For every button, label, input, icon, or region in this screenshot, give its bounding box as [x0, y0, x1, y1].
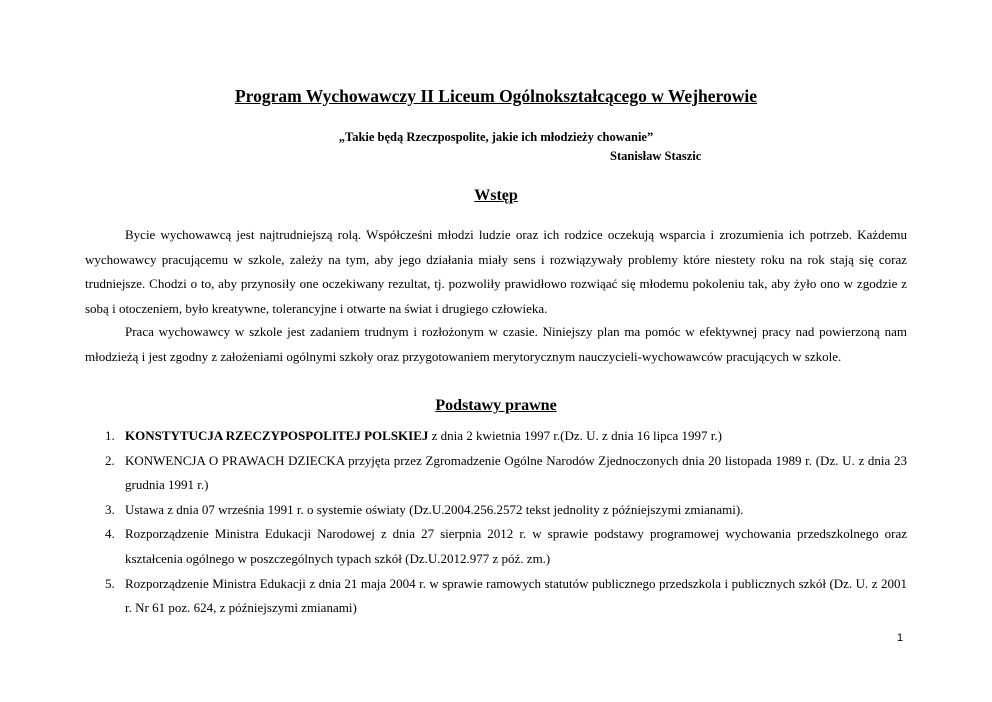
legal-item-number: 3. [105, 501, 115, 517]
intro-paragraph-2-text: Praca wychowawcy w szkole jest zadaniem trudnym i rozłożonym w czasie. Niniejszy plan ma pomóc w efektywnej pracy nad powierzoną nam młodzieżą i jest zgodny z założeniami ogólnymi szkoły oraz przygotowaniem merytorycznym nauczycieli-wychowawców pracujących w szkole. [85, 324, 907, 364]
legal-item-number: 2. [105, 452, 115, 468]
document-title: Program Wychowawczy II Liceum Ogólnokształcącego w Wejherowie [234, 86, 757, 106]
legal-item-text: KONWENCJA O PRAWACH DZIECKA przyjęta przez Zgromadzenie Ogólne Narodów Zjednoczonych dnia 20 listopada 1989 r. (Dz. U. z dnia 23 grudnia 1991 r.) [125, 452, 907, 493]
page-number: 1 [897, 632, 904, 644]
legal-item [85, 449, 907, 498]
legal-list [85, 424, 907, 621]
motto-author: Stanisław Staszic [610, 149, 702, 163]
legal-item-number: 4. [105, 526, 115, 542]
legal-item-number: 1. [105, 428, 115, 443]
legal-item [85, 424, 907, 449]
intro-heading: Wstęp [474, 187, 518, 204]
legal-item-text: Ustawa z dnia 07 września 1991 r. o systemie oświaty (Dz.U.2004.256.2572 tekst jednolity z późniejszymi zmianami). [125, 501, 744, 517]
legal-item [85, 498, 907, 523]
legal-item [85, 572, 907, 621]
legal-item-number: 5. [105, 575, 115, 591]
legal-item-bold: KONSTYTUCJA RZECZYPOSPOLITEJ POLSKIEJ [125, 428, 429, 443]
motto-quote: „Takie będą Rzeczpospolite, jakie ich młodzieży chowanie” [338, 130, 654, 144]
legal-item-text: Rozporządzenie Ministra Edukacji Narodowej z dnia 27 sierpnia 2012 r. w sprawie podstawy programowej wychowania przedszkolnego oraz kształcenia ogólnego w poszczególnych typach szkół (Dz.U.2012.977 z póź. zm.) [125, 526, 907, 566]
intro-paragraph-1-text: Bycie wychowawcą jest najtrudniejszą rolą. Współcześni młodzi ludzie oraz ich rodzice oczekują wsparcia i zrozumienia ich potrzeb. Każdemu wychowawcy pracującemu w szkole, zależy na tym, aby jego działania miały sens i rozwiązywały problemy które niestety roku na rok stają się coraz trudniejsze. Chodzi o to, aby przynosiły one oczekiwany rezultat, tj. pozwoliły prawidłowo rozwiąać się młodemu pokoleniu tak, aby żyło ono w zgodzie z sobą i otoczeniem, było kreatywne, tolerancyjne i otwarte na świat i drugiego człowieka. [85, 227, 907, 316]
intro-paragraph-1 [85, 223, 907, 321]
intro-paragraph-2 [85, 320, 907, 369]
legal-heading: Podstawy prawne [435, 397, 557, 414]
legal-item-text: z dnia 2 kwietnia 1997 r.(Dz. U. z dnia 16 lipca 1997 r.) [428, 428, 722, 443]
legal-item [85, 522, 907, 571]
legal-item-text: Rozporządzenie Ministra Edukacji z dnia 21 maja 2004 r. w sprawie ramowych statutów publicznego przedszkola i publicznych szkół (Dz. U. z 2001 r. Nr 61 poz. 624, z późniejszymi zmianami) [125, 575, 907, 616]
